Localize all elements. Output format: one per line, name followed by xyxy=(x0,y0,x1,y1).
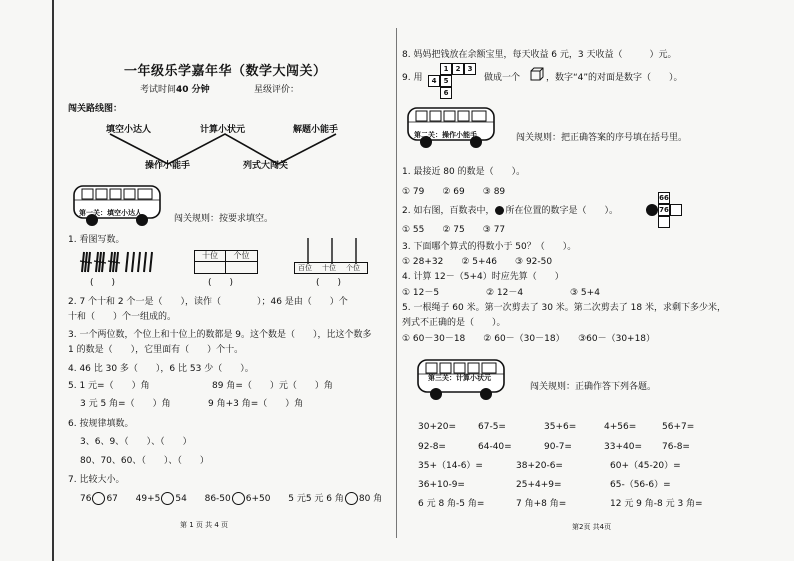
bus-2-label: 第二关：操作小能手 xyxy=(414,131,477,139)
route-node-3: 计算小状元 xyxy=(200,125,246,135)
page-title: 一年级乐学嘉年华（数学大闯关） xyxy=(124,64,327,79)
bus-1-label: 第一关：填空小达人 xyxy=(79,209,142,217)
s4-opt-1: ① 12－5 xyxy=(402,288,440,298)
s5-options: ① 60－30－18 ② 60－（30－18） ③60－（30+18） xyxy=(402,334,656,344)
calc-item: 30+20= xyxy=(418,422,456,432)
compare-circle-4[interactable] xyxy=(345,492,358,505)
q5-b1: 3 元 5 角=（ ）角 xyxy=(80,399,171,409)
q1-answer-3: ( ) xyxy=(316,278,342,288)
calc-item: 33+40= xyxy=(604,442,642,452)
grid-cell-dot xyxy=(646,204,658,216)
rule-3: 闯关规则：正确作答下列各题。 xyxy=(530,382,657,392)
grade-label: 星级评价： xyxy=(254,85,300,95)
q3-line-2: 1 的数是（ ），它里面有（ ）个十。 xyxy=(68,345,244,355)
compare-circle-2[interactable] xyxy=(161,492,174,505)
q6-seq-b: 80、70、60、（ ）、（ ） xyxy=(80,456,209,466)
calc-item: 92-8= xyxy=(418,442,446,452)
rule-1: 闯关规则：按要求填空。 xyxy=(174,214,274,224)
grid-cell-right xyxy=(670,204,682,216)
calc-item: 64-40= xyxy=(478,442,512,452)
q4: 4. 46 比 30 多（ ），6 比 53 少（ ）。 xyxy=(68,364,254,374)
s4: 4. 计算 12－（5+4）时应先算（ ） xyxy=(402,272,564,282)
calc-item: 25+4+9= xyxy=(516,480,562,490)
s2-options: ① 55 ② 75 ③ 77 xyxy=(402,225,506,235)
calc-item: 76-8= xyxy=(662,442,690,452)
abacus-tens: 十位 xyxy=(322,264,336,272)
cube-cell-2: 2 xyxy=(452,63,464,75)
cube-cell-3: 3 xyxy=(464,63,476,75)
bus-icon xyxy=(72,182,164,230)
page-2-footer: 第2页 共4页 xyxy=(572,523,612,531)
cmp2-left: 49+5 xyxy=(135,494,161,504)
tens-header: 十位 xyxy=(195,251,226,262)
calc-item: 65-（56-6）= xyxy=(610,480,671,490)
q9-prefix: 9. 用 xyxy=(402,73,423,83)
s2-text: 2. 如右图，百数表中， xyxy=(402,206,495,216)
cmp3-right: 6+50 xyxy=(245,494,271,504)
cmp1-right: 67 xyxy=(106,494,118,504)
cube-cell-1: 1 xyxy=(440,63,452,75)
s5-line-1: 5. 一根绳子 60 米。第一次剪去了 30 米。第二次剪去了 18 米，求剩下多少米， xyxy=(402,303,726,313)
black-dot-icon xyxy=(495,206,504,215)
q6-heading: 6. 按规律填数。 xyxy=(68,419,134,429)
exam-time-value: 40 分钟 xyxy=(176,85,210,95)
q2-line-2: 十和（ ）个一组成的。 xyxy=(68,312,177,322)
q1-heading: 1. 看图写数。 xyxy=(68,235,125,245)
abacus-base xyxy=(294,262,368,274)
calc-item: 90-7= xyxy=(544,442,572,452)
q9-suffix: ，数字“4”的对面是数字（ ）。 xyxy=(546,73,683,83)
cube-net-image xyxy=(428,63,478,101)
calc-item: 67-5= xyxy=(478,422,506,432)
stick-bundles-image xyxy=(78,248,158,274)
s2 xyxy=(402,206,618,217)
grid-cell-below xyxy=(658,216,670,228)
compare-circle-3[interactable] xyxy=(232,492,245,505)
page-1-footer: 第 1 页 共 4 页 xyxy=(180,521,229,529)
calc-item: 7 角+8 角= xyxy=(516,499,567,509)
calc-item: 35+6= xyxy=(544,422,577,432)
compare-circle-1[interactable] xyxy=(92,492,105,505)
calc-item: 4+56= xyxy=(604,422,637,432)
ones-header: 个位 xyxy=(226,251,257,262)
page-divider xyxy=(396,28,397,538)
s1-options: ① 79 ② 69 ③ 89 xyxy=(402,187,506,197)
route-node-5: 解题小能手 xyxy=(293,125,339,135)
cmp4-left: 5 元 xyxy=(288,494,306,504)
calc-item: 60+（45-20）= xyxy=(610,461,681,471)
q5-a1: 5. 1 元=（ ）角 xyxy=(68,381,150,391)
calc-item: 12 元 9 角-8 元 3 角= xyxy=(610,499,703,509)
compare-row xyxy=(80,492,382,505)
exam-time-label: 考试时间： xyxy=(140,85,186,95)
table-divider xyxy=(225,262,226,273)
cmp1-left: 76 xyxy=(80,494,92,504)
route-map xyxy=(100,130,360,170)
q8: 8. 妈妈把钱放在余额宝里，每天收益 6 元，3 天收益（ ）元。 xyxy=(402,50,677,60)
q9-middle: 做成一个 xyxy=(484,73,521,83)
place-value-table xyxy=(194,250,258,274)
s4-opt-3: ③ 5+4 xyxy=(570,288,600,298)
calc-item: 35+（14-6）= xyxy=(418,461,483,471)
q5-b2: 9 角+3 角=（ ）角 xyxy=(208,399,304,409)
abacus-hundreds: 百位 xyxy=(298,264,312,272)
hundred-chart-fragment xyxy=(646,192,680,226)
route-node-4: 列式大闯关 xyxy=(243,161,289,171)
abacus-ones: 个位 xyxy=(346,264,360,272)
q2-line-1: 2. 7 个十和 2 个一是（ ），读作（ ）；46 是由（ ）个 xyxy=(68,297,348,307)
calc-item: 36+10-9= xyxy=(418,480,465,490)
s5-line-2: 列式不正确的是（ ）。 xyxy=(402,318,506,328)
q6-seq-a: 3、6、9、（ ）、（ ） xyxy=(80,437,192,447)
cube-cell-5: 5 xyxy=(440,75,452,87)
rule-2: 闯关规则：把正确答案的序号填在括号里。 xyxy=(516,133,688,143)
cube-cell-4: 4 xyxy=(428,75,440,87)
grid-cell-66: 66 xyxy=(659,194,669,202)
s1: 1. 最接近 80 的数是（ ）。 xyxy=(402,167,526,177)
q1-answer-2: ( ) xyxy=(208,278,234,288)
cmp4-right: 5 元 6 角 xyxy=(305,494,344,504)
s2-tail: 所在位置的数字是（ ）。 xyxy=(505,206,618,216)
q7-heading: 7. 比较大小。 xyxy=(68,475,125,485)
route-node-2: 操作小能手 xyxy=(145,161,191,171)
s4-opt-2: ② 12－4 xyxy=(486,288,524,298)
bus-3-label: 第三关：计算小状元 xyxy=(428,374,491,382)
cube-cell-6: 6 xyxy=(440,87,452,99)
cmp2-right: 54 xyxy=(175,494,187,504)
q3-line-1: 3. 一个两位数，个位上和十位上的数都是 9。这个数是（ ），比这个数多 xyxy=(68,330,372,340)
bus-icon-2 xyxy=(406,104,498,152)
route-label: 闯关路线图： xyxy=(68,104,123,114)
route-node-1: 填空小达人 xyxy=(106,125,152,135)
calc-item: 6 元 8 角-5 角= xyxy=(418,499,485,509)
s3: 3. 下面哪个算式的得数小于 50？（ ）。 xyxy=(402,242,577,252)
s3-options: ① 28+32 ② 5+46 ③ 92-50 xyxy=(402,257,553,267)
q1-answer-1: ( ) xyxy=(90,278,116,288)
calc-item: 38+20-6= xyxy=(516,461,563,471)
cube-icon xyxy=(529,66,545,82)
cmp3-left: 86-50 xyxy=(204,494,231,504)
grid-cell-76: 76 xyxy=(659,206,669,214)
cmp5-right: 80 角 xyxy=(358,494,383,504)
q5-a2: 89 角=（ ）元（ ）角 xyxy=(212,381,333,391)
calc-item: 56+7= xyxy=(662,422,695,432)
binding-line xyxy=(52,0,54,561)
